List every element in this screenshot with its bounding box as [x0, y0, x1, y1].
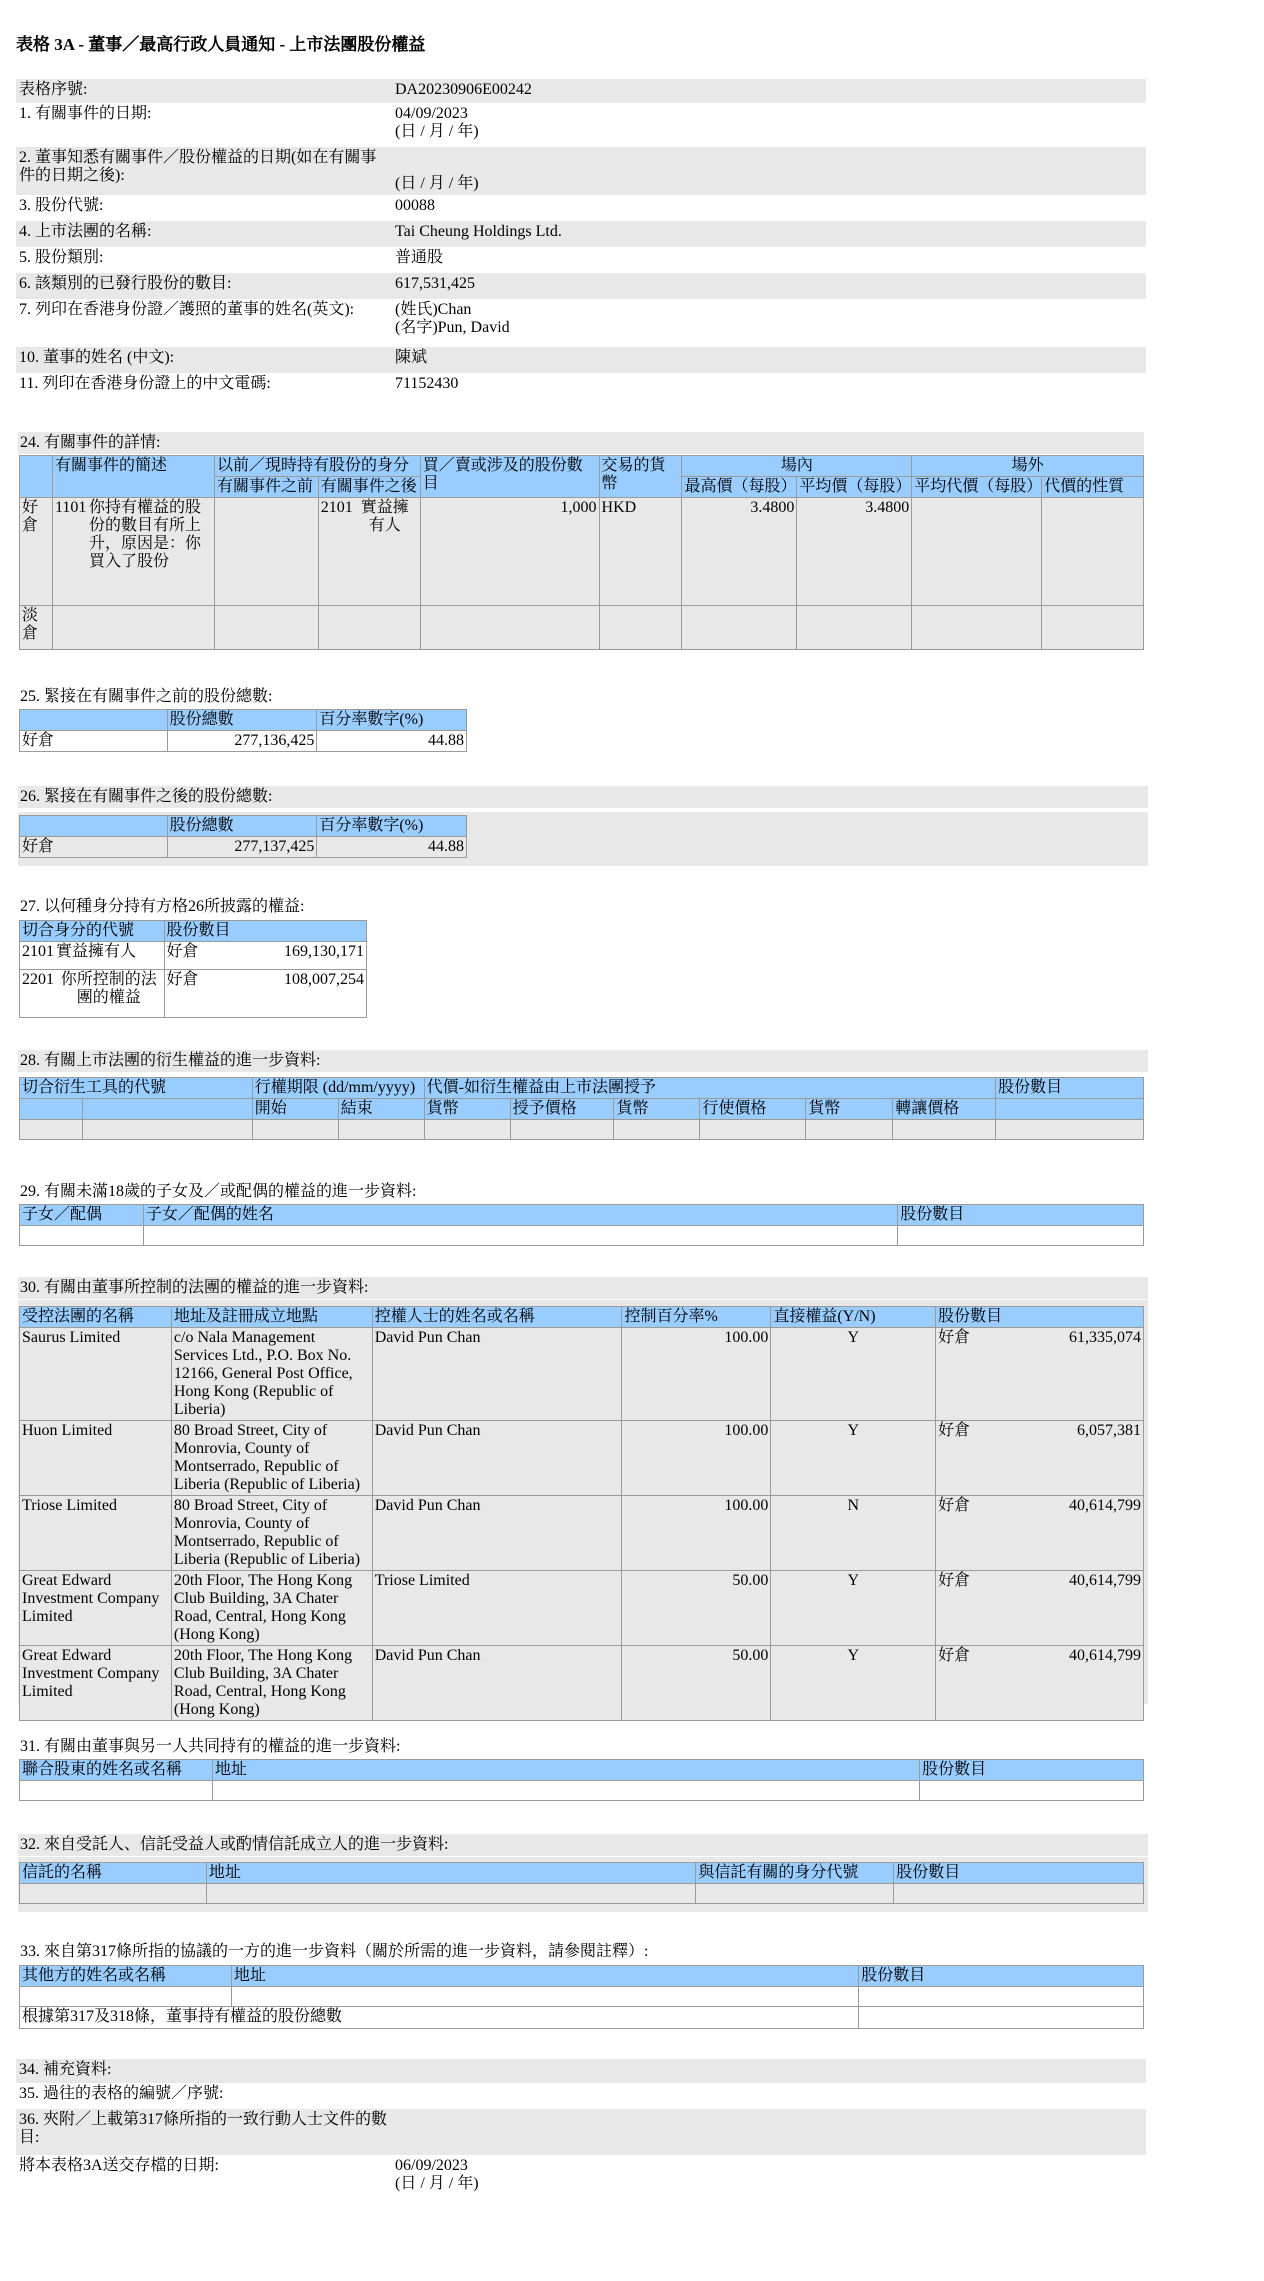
- joint-holding-table: [19, 1759, 1144, 1801]
- info-value-line: (日 / 月 / 年): [395, 175, 479, 192]
- info-row: [16, 2109, 1146, 2155]
- shares-value: 61,335,074: [1069, 1329, 1141, 1346]
- header-consideration: 代價-如衍生權益由上市法團授予: [424, 1078, 995, 1099]
- header-avg: 平均價（每股）: [797, 477, 912, 498]
- header-currency: 貨幣: [424, 1099, 510, 1120]
- position-label: 好倉: [938, 1647, 971, 1664]
- info-label: 11. 列印在香港身份證上的中文電碼:: [19, 375, 271, 392]
- after-capacity-cell: [318, 498, 420, 606]
- info-value: [392, 2155, 1146, 2199]
- header-off-exchange: 場外: [912, 456, 1144, 477]
- corp-name: Saurus Limited: [20, 1328, 172, 1421]
- section-24-heading: 24. 有關事件的詳情:: [18, 432, 1144, 454]
- capacity-desc: 實益擁有人: [56, 943, 137, 960]
- avg-price-value: 3.4800: [797, 498, 912, 606]
- info-label: 10. 董事的姓名 (中文):: [16, 347, 392, 373]
- direct-interest: Y: [771, 1421, 936, 1496]
- header-total: 股份總數: [167, 816, 317, 837]
- header-other-party: 其他方的姓名或名稱: [20, 1966, 232, 1987]
- header-address: 地址: [212, 1760, 919, 1781]
- table-row: [20, 2007, 1144, 2029]
- header-event: 有關事件的簡述: [52, 456, 214, 498]
- table-row: [20, 1421, 1144, 1496]
- info-value: 00088: [395, 197, 435, 214]
- info-label: 7. 列印在香港身份證／護照的董事的姓名(英文):: [19, 301, 355, 318]
- header-name: 子女／配偶的姓名: [143, 1205, 897, 1226]
- position-label: 好倉: [938, 1572, 971, 1589]
- after-capacity-desc: 實益擁有人: [360, 499, 409, 534]
- table-row: [20, 606, 1144, 650]
- table-row: [20, 837, 467, 858]
- agreement-table: [19, 1965, 1144, 2029]
- table-header-row: [20, 1307, 1144, 1328]
- direct-interest: Y: [771, 1328, 936, 1421]
- corp-name: Triose Limited: [20, 1496, 172, 1571]
- after-capacity-code: 2101: [320, 499, 353, 516]
- info-row: [16, 103, 1146, 147]
- info-value: [392, 103, 1146, 147]
- header-avg-consideration: 平均代價（每股）: [912, 477, 1042, 498]
- info-row: [16, 147, 1146, 195]
- section-31-heading: 31. 有關由董事與另一人共同持有的權益的進一步資料:: [20, 1738, 401, 1755]
- table-row: [20, 731, 467, 752]
- header-nature: 代價的性質: [1042, 477, 1144, 498]
- info-label: 34. 補充資料:: [16, 2059, 392, 2083]
- info-label: 3. 股份代號:: [19, 197, 104, 214]
- position-label: 好倉: [938, 1422, 971, 1439]
- capacity-code: 2201: [22, 971, 54, 988]
- info-value-line: 06/09/2023: [395, 2157, 468, 2174]
- corp-address: 80 Broad Street, City of Monrovia, County of Montserrado, Republic of Liberia (Republic of Liberia): [171, 1496, 372, 1571]
- header-trust-name: 信託的名稱: [20, 1863, 207, 1884]
- control-pct: 100.00: [622, 1421, 771, 1496]
- header-capacity: 以前／現時持有股份的身分: [214, 456, 420, 477]
- corp-address: 20th Floor, The Hong Kong Club Building, 3A Chater Road, Central, Hong Kong (Hong Kong): [171, 1646, 372, 1721]
- position-label: 好倉: [938, 1329, 971, 1346]
- header-before: 有關事件之前: [214, 477, 318, 498]
- header-shares: 股份數目: [894, 1863, 1144, 1884]
- table-row: [20, 1120, 1144, 1140]
- direct-interest: Y: [771, 1646, 936, 1721]
- header-exercise-period: 行權期限 (dd/mm/yyyy): [252, 1078, 424, 1099]
- table-header-row: [20, 1099, 1144, 1120]
- info-table: [16, 79, 1146, 399]
- section-28-heading: 28. 有關上市法團的衍生權益的進一步資料:: [18, 1050, 1148, 1072]
- header-shares: 股份數目: [164, 921, 366, 942]
- info-value-line: (名字)Pun, David: [395, 319, 510, 336]
- table-header-row: [20, 921, 367, 942]
- header-transfer-price: 轉讓價格: [893, 1099, 996, 1120]
- info-label: 4. 上市法團的名稱:: [16, 221, 392, 247]
- control-pct: 100.00: [622, 1496, 771, 1571]
- table-row: [20, 498, 1144, 606]
- info-row: [16, 2059, 1146, 2083]
- info-label: 5. 股份類別:: [19, 249, 104, 266]
- info-value: 71152430: [395, 375, 459, 392]
- table-row: [20, 1646, 1144, 1721]
- header-pct: 百分率數字(%): [317, 816, 467, 837]
- info-label: 將本表格3A送交存檔的日期:: [19, 2157, 220, 2174]
- table-row: [20, 1226, 1144, 1246]
- info-row: [16, 273, 1146, 299]
- corp-name: Huon Limited: [20, 1421, 172, 1496]
- position-label: 好倉: [166, 971, 199, 988]
- header-capacity-code: 切合身分的代號: [20, 921, 165, 942]
- header-shares: 股份數目: [859, 1966, 1144, 1987]
- table-header-row: [20, 1966, 1144, 1987]
- header-exercise-price: 行使價格: [700, 1099, 806, 1120]
- info-row: [16, 221, 1146, 247]
- info-label: 36. 夾附／上載第317條所指的一致行動人士文件的數目:: [16, 2109, 392, 2155]
- info-row: [16, 347, 1146, 373]
- table-row: [20, 1496, 1144, 1571]
- info-value: [392, 299, 1146, 347]
- shares-value: 40,614,799: [1069, 1647, 1141, 1664]
- table-header-row: [20, 1863, 1144, 1884]
- control-pct: 100.00: [622, 1328, 771, 1421]
- header-high: 最高價（每股）: [682, 477, 797, 498]
- footer-table: [16, 2059, 1146, 2199]
- header-relation: 子女／配偶: [20, 1205, 144, 1226]
- section-33-heading: 33. 來自第317條所指的協議的一方的進一步資料（關於所需的進一步資料，請參閱註釋）:: [20, 1943, 649, 1960]
- info-value: Tai Cheung Holdings Ltd.: [392, 221, 1146, 247]
- table-header-row: [20, 1205, 1144, 1226]
- currency-value: HKD: [599, 498, 682, 606]
- header-pct: 百分率數字(%): [317, 710, 467, 731]
- header-shares: 股份數目: [920, 1760, 1144, 1781]
- info-row: [16, 299, 1146, 347]
- header-joint-name: 聯合股東的姓名或名稱: [20, 1760, 213, 1781]
- shares-value: 6,057,381: [1077, 1422, 1141, 1439]
- info-label: 6. 該類別的已發行股份的數目:: [16, 273, 392, 299]
- info-value: DA20230906E00242: [392, 79, 1146, 103]
- table-header-row: [20, 456, 1144, 477]
- table-header-row: [20, 710, 467, 731]
- header-address: 地址及註冊成立地點: [171, 1307, 372, 1328]
- info-value-line: (日 / 月 / 年): [395, 2175, 479, 2192]
- section-25-heading: 25. 緊接在有關事件之前的股份總數:: [20, 688, 273, 705]
- header-total: 股份總數: [167, 710, 317, 731]
- table-row: [20, 1884, 1144, 1904]
- header-controller: 控權人士的姓名或名稱: [372, 1307, 622, 1328]
- info-label: 2. 董事知悉有關事件／股份權益的日期(如在有關事件的日期之後):: [16, 147, 392, 195]
- event-code: 1101: [54, 499, 87, 516]
- shares-value: 169,130,171: [284, 943, 364, 960]
- direct-interest: Y: [771, 1571, 936, 1646]
- shares-value: 40,614,799: [1069, 1497, 1141, 1514]
- controller-name: David Pun Chan: [372, 1496, 622, 1571]
- position-label: 好倉: [938, 1497, 971, 1514]
- info-row: [16, 247, 1146, 273]
- table-row: [20, 942, 367, 970]
- children-spouse-table: [19, 1204, 1144, 1246]
- info-label: 表格序號:: [16, 79, 392, 103]
- position-label: 好倉: [166, 943, 199, 960]
- position-label: 好倉: [20, 837, 168, 858]
- controller-name: David Pun Chan: [372, 1421, 622, 1496]
- table-row: [20, 970, 367, 1018]
- long-position-label: 好倉: [20, 498, 53, 606]
- corp-address: 20th Floor, The Hong Kong Club Building, 3A Chater Road, Central, Hong Kong (Hong Kong): [171, 1571, 372, 1646]
- section-29-heading: 29. 有關未滿18歲的子女及／或配偶的權益的進一步資料:: [20, 1183, 417, 1200]
- info-row: [16, 195, 1146, 221]
- table-row: [20, 1987, 1144, 2007]
- header-currency: 貨幣: [806, 1099, 893, 1120]
- header-trust-code: 與信託有關的身分代號: [696, 1863, 894, 1884]
- table-header-row: [20, 816, 467, 837]
- header-control-pct: 控制百分率%: [622, 1307, 771, 1328]
- total-label: 根據第317及318條，董事持有權益的股份總數: [20, 2007, 859, 2029]
- shares-after-table: [19, 815, 467, 858]
- controller-name: David Pun Chan: [372, 1646, 622, 1721]
- capacity-code: 2101: [22, 943, 54, 960]
- control-pct: 50.00: [622, 1646, 771, 1721]
- corp-address: 80 Broad Street, City of Monrovia, County of Montserrado, Republic of Liberia (Republic of Liberia): [171, 1421, 372, 1496]
- info-value: [392, 147, 1146, 195]
- corp-name: Great Edward Investment Company Limited: [20, 1571, 172, 1646]
- capacity-table: [19, 920, 367, 1018]
- info-value-line: (日 / 月 / 年): [395, 123, 479, 140]
- controller-name: David Pun Chan: [372, 1328, 622, 1421]
- header-shares: 股份數目: [996, 1078, 1144, 1099]
- derivatives-table: [19, 1077, 1144, 1140]
- table-row: [20, 1571, 1144, 1646]
- info-row: [16, 79, 1146, 103]
- header-on-exchange: 場內: [682, 456, 912, 477]
- header-grant-price: 授予價格: [510, 1099, 614, 1120]
- info-value-line: (姓氏)Chan: [395, 301, 472, 318]
- page-title: 表格 3A - 董事／最高行政人員通知 - 上市法團股份權益: [16, 35, 426, 54]
- event-description: 你持有權益的股份的數目有所上升，原因是：你買入了股份: [88, 499, 201, 570]
- shares-value: 40,614,799: [1069, 1572, 1141, 1589]
- info-value-line: 04/09/2023: [395, 105, 468, 122]
- corp-name: Great Edward Investment Company Limited: [20, 1646, 172, 1721]
- header-shares: 股份數目: [898, 1205, 1144, 1226]
- header-shares: 股份數目: [936, 1307, 1144, 1328]
- info-row: [16, 2083, 1146, 2109]
- header-currency: 交易的貨幣: [599, 456, 682, 498]
- table-header-row: [20, 1078, 1144, 1099]
- position-label: 好倉: [20, 731, 168, 752]
- header-address: 地址: [206, 1863, 696, 1884]
- table-row: [20, 1781, 1144, 1801]
- section-26-heading: 26. 緊接在有關事件之後的股份總數:: [18, 786, 1148, 808]
- total-value: 277,136,425: [167, 731, 317, 752]
- short-position-label: 淡倉: [20, 606, 53, 650]
- header-corp-name: 受控法團的名稱: [20, 1307, 172, 1328]
- pct-value: 44.88: [317, 837, 467, 858]
- shares-before-table: [19, 709, 467, 752]
- section-30-heading: 30. 有關由董事所控制的法團的權益的進一步資料:: [18, 1277, 1148, 1299]
- info-row: [16, 2155, 1146, 2199]
- event-details-table: [19, 455, 1144, 650]
- controlled-corporations-table: [19, 1306, 1144, 1721]
- direct-interest: N: [771, 1496, 936, 1571]
- info-label: 35. 過往的表格的編號／序號:: [19, 2085, 224, 2102]
- shares-value: 108,007,254: [284, 971, 364, 988]
- corp-address: c/o Nala Management Services Ltd., P.O. Box No. 12166, General Post Office, Hong Kong (Republic of Liberia): [171, 1328, 372, 1421]
- section-32-heading: 32. 來自受託人、信託受益人或酌情信託成立人的進一步資料:: [18, 1834, 1148, 1856]
- table-row: [20, 1328, 1144, 1421]
- header-after: 有關事件之後: [318, 477, 420, 498]
- header-shares: 買／賣或涉及的股份數目: [420, 456, 599, 498]
- header-address: 地址: [231, 1966, 858, 1987]
- header-currency: 貨幣: [614, 1099, 700, 1120]
- event-description-cell: [52, 498, 214, 606]
- header-start: 開始: [252, 1099, 338, 1120]
- shares-value: 1,000: [420, 498, 599, 606]
- high-price-value: 3.4800: [682, 498, 797, 606]
- info-value: 617,531,425: [392, 273, 1146, 299]
- header-end: 結束: [338, 1099, 424, 1120]
- table-header-row: [20, 1760, 1144, 1781]
- capacity-desc: 你所控制的法團的權益: [60, 971, 157, 1006]
- info-row: [16, 373, 1146, 399]
- header-derivative-code: 切合衍生工具的代號: [20, 1078, 253, 1099]
- info-label: 1. 有關事件的日期:: [19, 105, 152, 122]
- controller-name: Triose Limited: [372, 1571, 622, 1646]
- total-value: 277,137,425: [167, 837, 317, 858]
- trust-table: [19, 1862, 1144, 1904]
- section-27-heading: 27. 以何種身分持有方格26所披露的權益:: [20, 898, 305, 915]
- info-value: 普通股: [395, 249, 444, 266]
- pct-value: 44.88: [317, 731, 467, 752]
- control-pct: 50.00: [622, 1571, 771, 1646]
- info-value: 陳斌: [392, 347, 1146, 373]
- header-direct-interest: 直接權益(Y/N): [771, 1307, 936, 1328]
